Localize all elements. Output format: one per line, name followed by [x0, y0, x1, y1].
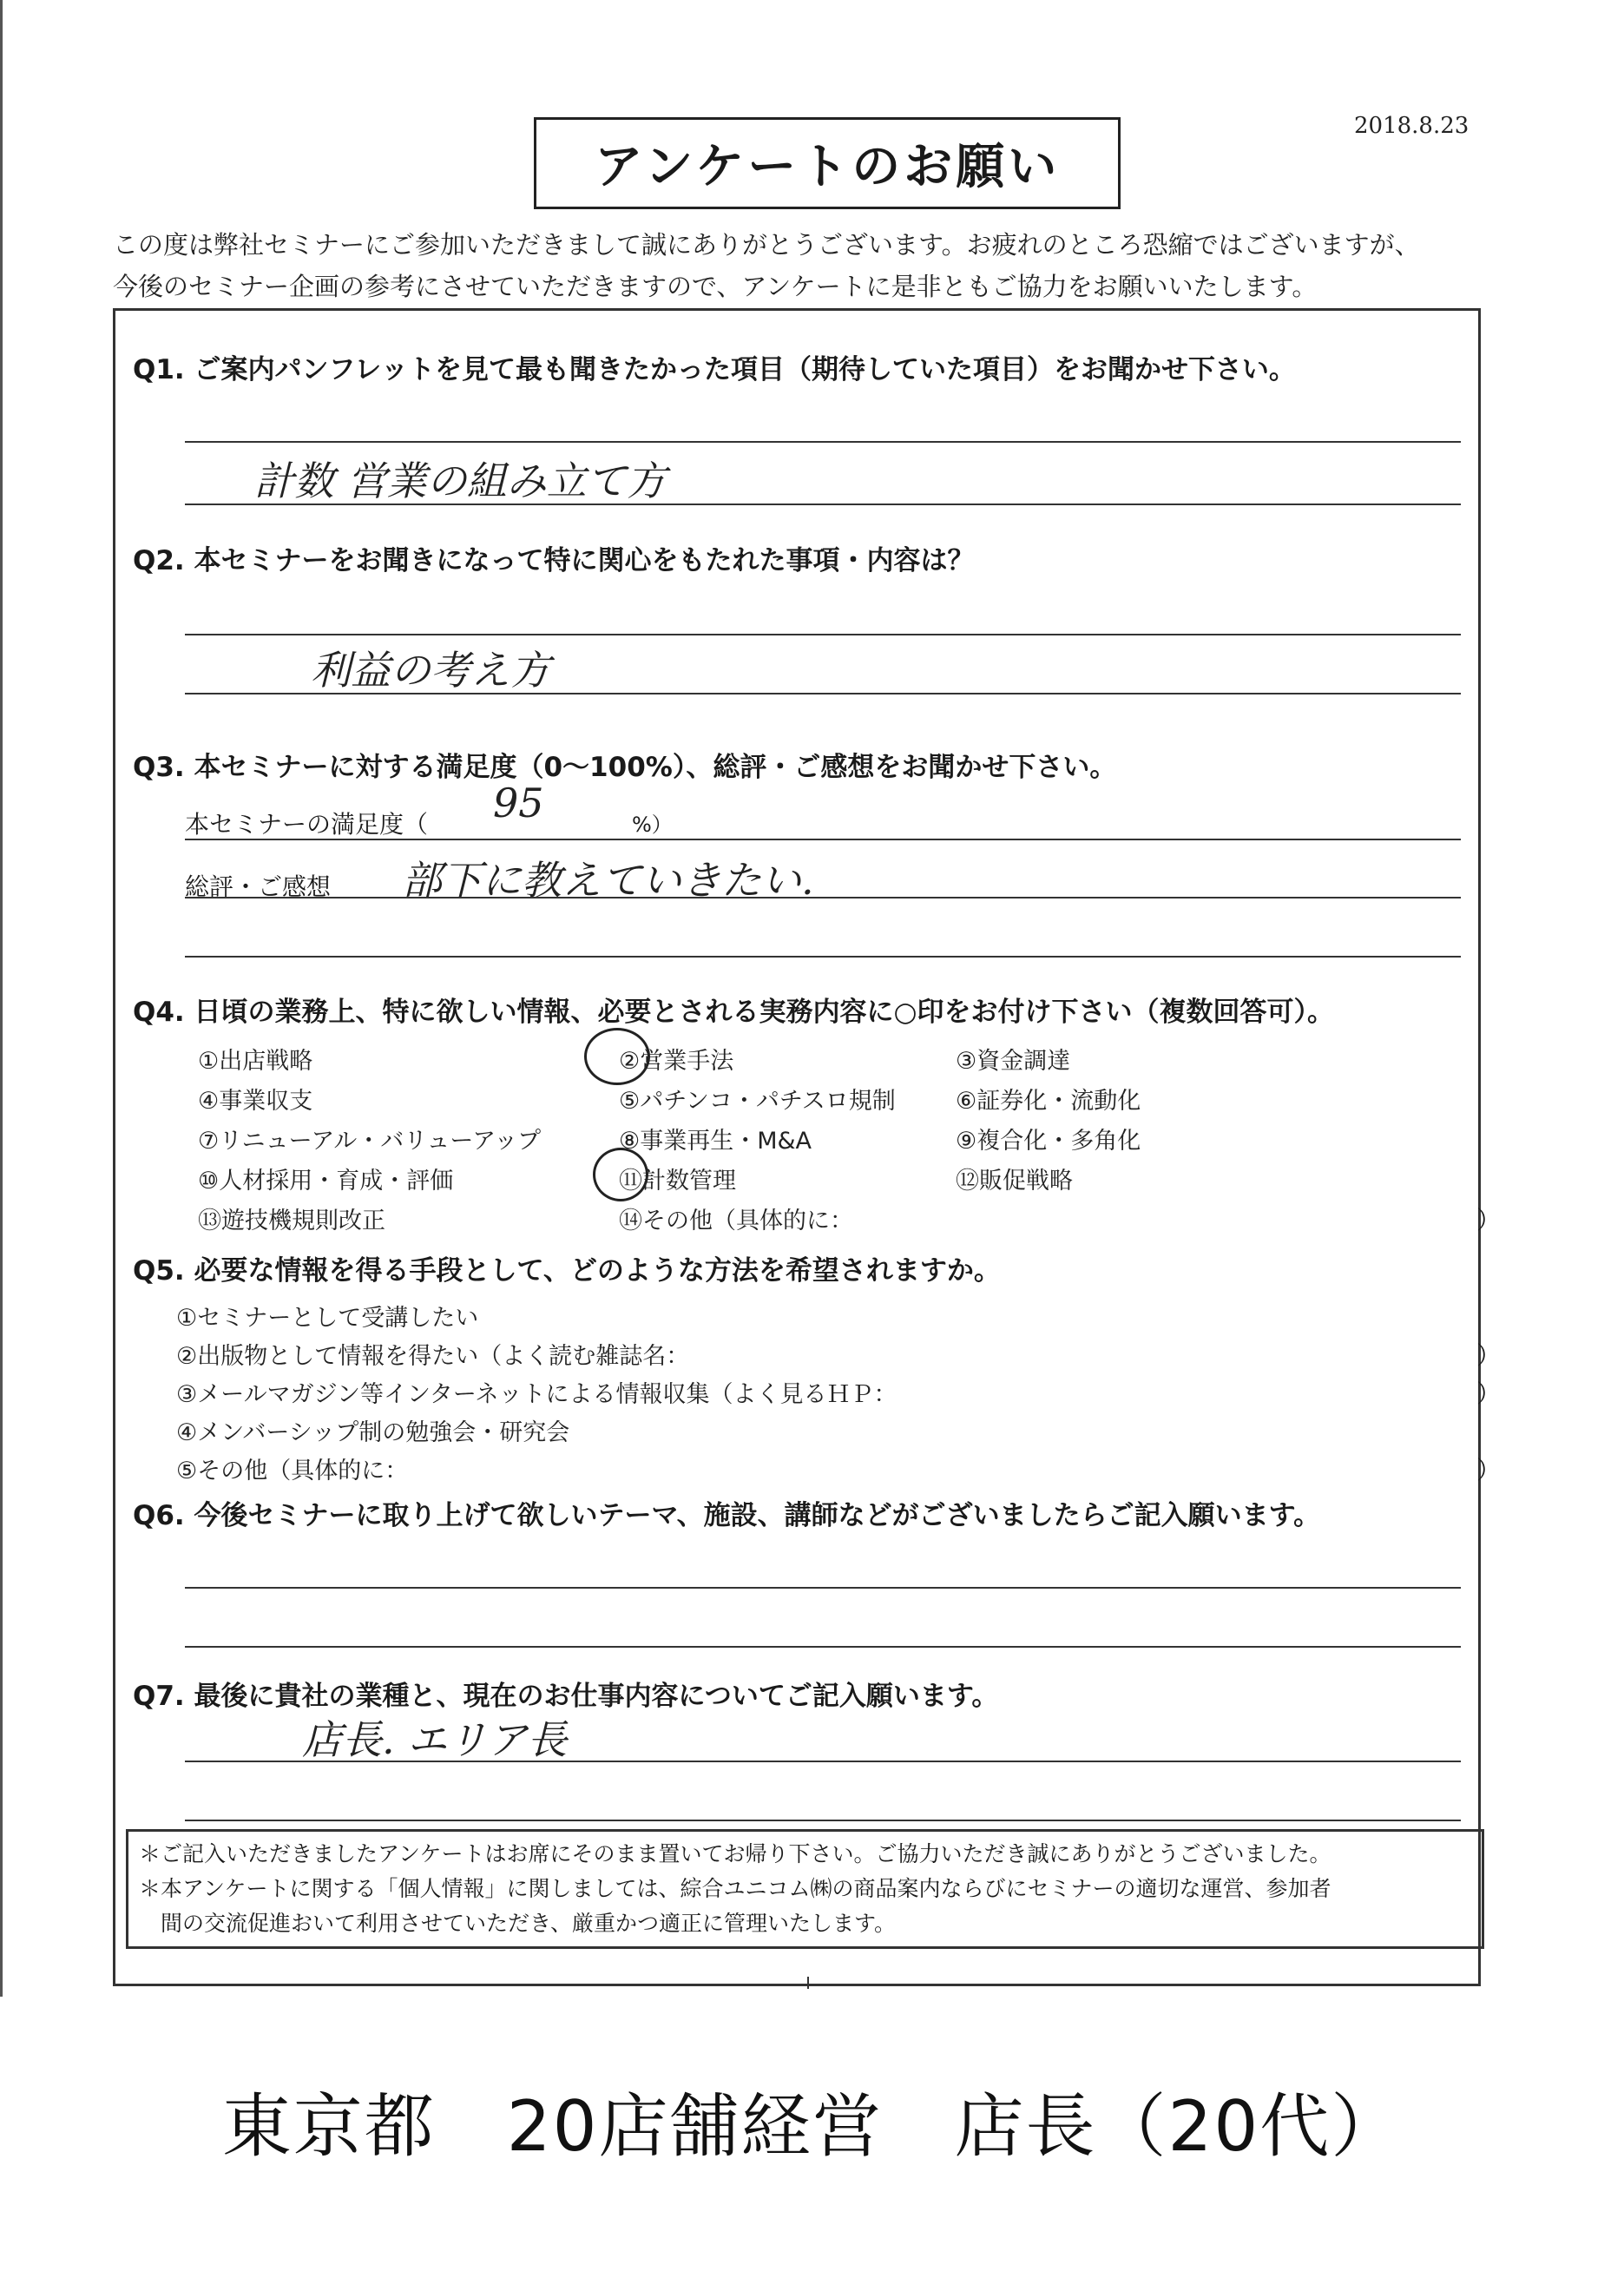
- q2-line: [185, 693, 1461, 694]
- q5-option: ⑤その他（具体的に：: [176, 1458, 409, 1484]
- q3-line: [185, 839, 1461, 840]
- sheet-bottom-border: [113, 1984, 1481, 1986]
- q5-option: ③メールマガジン等インターネットによる情報収集（よく見るＨＰ：: [176, 1381, 897, 1408]
- q3-line: [185, 897, 1461, 898]
- notes-box: [126, 1829, 1484, 1949]
- q3-line: [185, 956, 1461, 958]
- q2-label: Q2. 本セミナーをお聞きになって特に関心をもたれた事項・内容は？: [133, 545, 975, 576]
- satisfaction-suffix: %）: [632, 813, 673, 837]
- q4-option: ⑥証券化・流動化: [956, 1088, 1141, 1115]
- q6-label: Q6. 今後セミナーに取り上げて欲しいテーマ、施設、講師などがございましたらご記入願います。: [133, 1500, 1321, 1531]
- q4-option: ⑤パチンコ・パチスロ規制: [619, 1088, 896, 1115]
- q5-option: ②出版物として情報を得たい（よく読む雑誌名：: [176, 1343, 690, 1370]
- q1-label: Q1. ご案内パンフレットを見て最も聞きたかった項目（期待していた項目）をお聞かせ下さい。: [133, 354, 1296, 385]
- q4-option: ①出店戦略: [198, 1048, 313, 1075]
- intro-line: 今後のセミナー企画の参考にさせていただきますので、アンケートに是非ともご協力をお願いいたします。: [113, 272, 1318, 301]
- selection-circle: [584, 1028, 650, 1085]
- q5-label: Q5. 必要な情報を得る手段として、どのような方法を希望されますか。: [133, 1255, 1001, 1287]
- questionnaire-sheet: [113, 308, 1502, 1986]
- q3-label: Q3. 本セミナーに対する満足度（0〜100%）、総評・ご感想をお聞かせ下さい。: [133, 752, 1117, 783]
- q4-option: ⑩人材採用・育成・評価: [198, 1168, 454, 1195]
- q4-close-paren: ）: [1476, 1206, 1502, 1234]
- q4-option: ⑧事業再生・M&A: [619, 1128, 812, 1155]
- selection-circle: [593, 1148, 648, 1201]
- q1-line: [185, 441, 1461, 443]
- q5-close-paren: ）: [1476, 1341, 1502, 1370]
- intro-line: この度は弊社セミナーにご参加いただきまして誠にありがとうございます。お疲れのところ恐縮ではございますが、: [113, 230, 1420, 260]
- note-line: 間の交流促進おいて利用させていただき、厳重かつ適正に管理いたします。: [139, 1911, 897, 1936]
- q5-close-paren: ）: [1476, 1456, 1502, 1484]
- q7-answer: 店長. エリア長: [302, 1716, 568, 1763]
- survey-title: アンケートのお願い: [594, 139, 1061, 195]
- q5-option: ①セミナーとして受講したい: [176, 1305, 479, 1332]
- scan-left-edge: [0, 0, 3, 1997]
- note-line: ＊本アンケートに関する「個人情報」に関しましては、綜合ユニコム㈱の商品案内ならびにセミナーの適切な運営、参加者: [139, 1876, 1331, 1901]
- review-label: 総評・ご感想: [185, 872, 332, 901]
- q4-option: ⑦リニューアル・バリューアップ: [198, 1128, 542, 1155]
- review-answer: 部下に教えていきたい.: [402, 857, 814, 904]
- q4-option: ⑨複合化・多角化: [956, 1128, 1141, 1155]
- q1-answer: 計数 営業の組み立て方: [254, 457, 667, 504]
- survey-date: 2018.8.23: [1354, 113, 1469, 139]
- sheet-center-tick: [807, 1977, 809, 1989]
- q6-line: [185, 1587, 1461, 1589]
- q4-option-selected: ⑪計数管理: [619, 1168, 736, 1195]
- q4-option: ⑭その他（具体的に：: [619, 1208, 853, 1234]
- q6-line: [185, 1646, 1461, 1648]
- q4-option: ⑫販促戦略: [956, 1168, 1073, 1195]
- q7-label: Q7. 最後に貴社の業種と、現在のお仕事内容についてご記入願います。: [133, 1681, 999, 1712]
- respondent-caption: 東京都 20店舗経営 店長（20代）: [221, 2086, 1403, 2167]
- satisfaction-label: 本セミナーの満足度（: [185, 810, 429, 839]
- q5-close-paren: ）: [1476, 1379, 1502, 1408]
- note-line: ＊ご記入いただきましたアンケートはお席にそのまま置いてお帰り下さい。ご協力いただき誠にありがとうございました。: [139, 1841, 1331, 1866]
- q2-line: [185, 634, 1461, 635]
- q5-option: ④メンバーシップ制の勉強会・研究会: [176, 1419, 570, 1446]
- q1-line: [185, 504, 1461, 505]
- q2-answer: 利益の考え方: [311, 647, 550, 694]
- satisfaction-value: 95: [493, 780, 544, 826]
- q4-option: ⑬遊技機規則改正: [198, 1208, 385, 1234]
- q7-line: [185, 1820, 1461, 1821]
- q4-option: ④事業収支: [198, 1088, 313, 1115]
- q4-option-selected: ②営業手法: [619, 1048, 734, 1075]
- survey-title-box: [534, 117, 1121, 209]
- q4-label: Q4. 日頃の業務上、特に欲しい情報、必要とされる実務内容に○印をお付け下さい（複数回答可）。: [133, 997, 1335, 1028]
- intro-text: [113, 224, 1519, 307]
- q7-line: [185, 1761, 1461, 1762]
- q4-option: ③資金調達: [956, 1048, 1071, 1075]
